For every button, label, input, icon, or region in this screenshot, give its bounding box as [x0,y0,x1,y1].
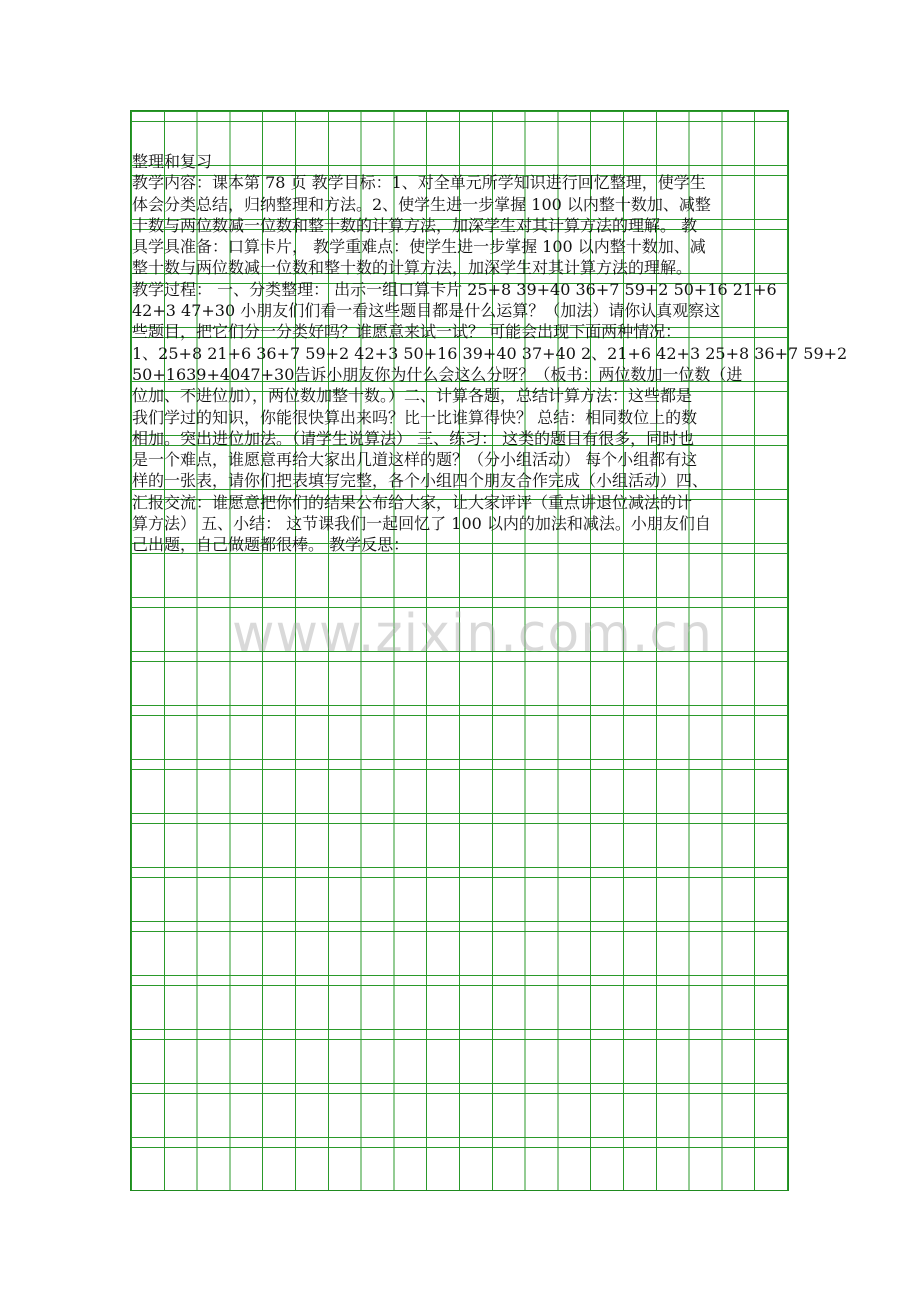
text-line: 些题目，把它们分一分类好吗？谁愿意来试一试？ 可能会出现下面两种情况： [132,322,682,342]
text-line: 体会分类总结，归纳整理和方法。2、使学生进一步掌握 100 以内整十数加、减整 [132,194,711,214]
lesson-text [132,151,848,556]
text-line: 样的一张表，请你们把表填写完整，各个小组四个朋友合作完成（小组活动）四、 [132,471,709,491]
text-line: 相加。突出进位加法。（请学生说算法） 三、练习： 这类的题目有很多，同时也 [132,428,695,448]
text-line: 42+3 47+30 小朋友们们看一看这些题目都是什么运算？（加法）请你认真观察这 [132,301,721,321]
text-line: 教学内容：课本第 78 页 教学目标：1、对全单元所学知识进行回忆整理，使学生 [132,173,706,193]
text-line: 十数与两位数减一位数和整十数的计算方法，加深学生对其计算方法的理解。 教 [132,215,698,235]
watermark: www.zixin.com.cn [232,604,713,664]
text-line: 是一个难点，谁愿意再给大家出几道这样的题？（分小组活动） 每个小组都有这 [132,450,698,470]
document-title: 整理和复习 [132,152,213,171]
text-line: 1、25+8 21+6 36+7 59+2 42+3 50+16 39+40 37+40 2、21+6 42+3 25+8 36+7 59+2 [132,343,848,363]
text-line: 50+1639+4047+30告诉小朋友你为什么会这么分呀？（板书：两位数加一位数（进 [132,364,743,384]
text-line: 汇报交流：谁愿意把你们的结果公布给大家，让大家评评（重点讲退位减法的计 [132,492,693,512]
text-line: 具学具准备：口算卡片， 教学重难点：使学生进一步掌握 100 以内整十数加、减 [132,237,706,257]
text-line: 算方法） 五、小结： 这节课我们一起回忆了 100 以内的加法和减法。小朋友们自 [132,514,711,534]
text-line: 教学过程： 一、分类整理： 出示一组口算卡片 25+8 39+40 36+7 59+2 50+16 21+6 [132,279,777,299]
text-line: 位加、不进位加），两位数加整十数。）二、计算各题，总结计算方法：这些都是 [132,386,693,406]
text-line: 己出题，自己做题都很棒。 教学反思： [132,535,410,555]
text-line: 我们学过的知识，你能很快算出来吗？比一比谁算得快？ 总结：相同数位上的数 [132,407,698,427]
text-line: 整十数与两位数减一位数和整十数的计算方法，加深学生对其计算方法的理解。 [132,258,693,278]
